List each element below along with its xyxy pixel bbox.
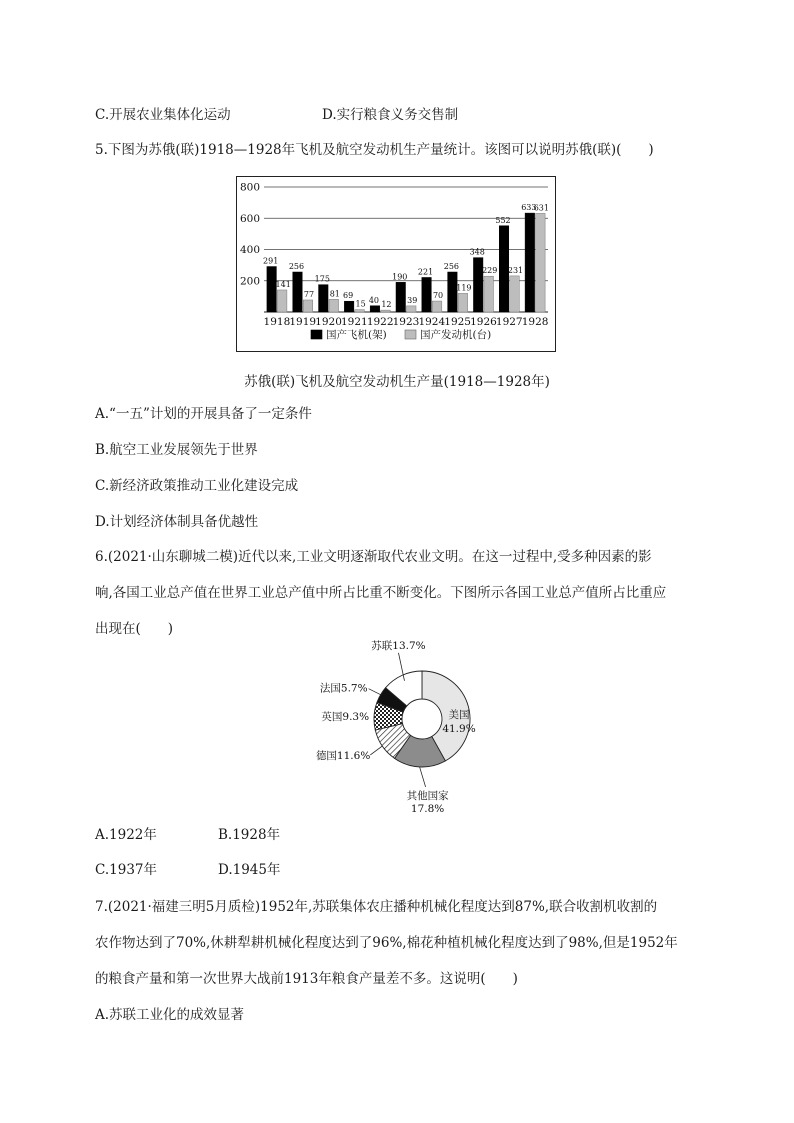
legend-swatch [405,330,416,339]
bar-value-label: 12 [381,300,392,310]
q6-option-d: D.1945年 [218,862,281,878]
bar-value-label: 15 [355,299,366,309]
bar-value-label: 348 [469,247,485,257]
y-tick-label: 200 [239,275,260,288]
y-tick-label: 800 [239,181,260,194]
legend-label: 国产发动机(台) [420,329,492,341]
x-tick-label: 1922 [366,316,394,328]
bar-value-label: 190 [392,272,408,282]
bar-engine [407,306,417,312]
pie-label-usa: 美国 [448,709,470,721]
bar-value-label: 39 [407,295,418,305]
bar-aircraft [344,301,354,312]
bar-value-label: 291 [263,256,279,266]
bar-aircraft [293,272,303,312]
q5-option-b: B.航空工业发展领先于世界 [95,442,258,458]
bar-aircraft [422,277,432,312]
q7-stem-line-3: 的粮食产量和第一次世界大战前1913年粮食产量差不多。这说明( ) [95,971,518,987]
bar-aircraft [396,282,406,312]
pie-label-others: 其他国家 [406,789,449,802]
pie-leader-others [420,767,426,787]
bar-engine [381,310,391,312]
bar-engine [355,310,365,312]
x-tick-label: 1928 [521,316,549,328]
x-tick-label: 1921 [340,316,368,328]
x-tick-label: 1918 [263,316,291,328]
bar-engine [458,293,468,312]
y-tick-label: 600 [239,212,260,225]
bar-aircraft [525,213,535,312]
bar-value-label: 231 [507,265,524,275]
q7-stem-line-2: 农作物达到了70%,休耕犁耕机械化程度达到了96%,棉花种植机械化程度达到了98%,但是1952年 [95,935,678,951]
y-tick-label: 400 [239,244,260,256]
bar-value-label: 69 [343,291,354,301]
q6-stem-line-1: 6.(2021·山东聊城二模)近代以来,工业文明逐渐取代农业文明。在这一过程中,受多种因素的影 [95,549,652,565]
bar-aircraft [267,267,277,312]
q5-stem: 5.下图为苏俄(联)1918—1928年飞机及航空发动机生产量统计。该图可以说明苏俄(联)( ) [95,142,654,158]
pie-label-usa-value: 41.9% [442,723,476,735]
bar-engine [432,301,442,312]
q4-option-d: D.实行粮食义务交售制 [322,107,459,123]
q6-stem-line-2: 响,各国工业总产值在世界工业总产值中所占比重不断变化。下图所示各国工业总产值所占比重应 [95,585,667,601]
q6-stem-line-3: 出现在( ) [95,621,174,637]
bar-value-label: 552 [495,215,511,225]
x-tick-label: 1920 [315,316,342,328]
q5-option-c: C.新经济政策推动工业化建设完成 [95,478,299,494]
bar-value-label: 70 [432,291,444,301]
x-tick-label: 1926 [470,316,497,328]
q4-option-c: C.开展农业集体化运动 [95,107,231,123]
q6-option-b: B.1928年 [218,827,281,843]
q5-option-d: D.计划经济体制具备优越性 [95,514,259,530]
bar-engine [484,276,494,312]
bar-value-label: 631 [533,203,549,213]
bar-value-label: 77 [303,289,315,299]
bar-value-label: 256 [288,262,305,271]
x-tick-label: 1924 [418,316,446,328]
q6-option-c: C.1937年 [95,862,157,878]
pie-label-france: 法国5.7% [319,682,368,695]
bar-value-label: 119 [456,283,472,293]
bar-value-label: 141 [275,279,291,289]
x-tick-label: 1923 [392,316,420,328]
bar-aircraft [370,306,380,312]
pie-label-uk: 英国9.3% [321,711,370,724]
bar-value-label: 256 [443,262,460,271]
bar-value-label: 81 [329,289,340,299]
pie-label-germany: 德国11.6% [315,749,371,762]
q7-stem-line-1: 7.(2021·福建三明5月质检)1952年,苏联集体农庄播种机械化程度达到87%,联合收割机收割的 [95,899,658,915]
bar-aircraft [319,285,329,312]
legend-swatch [311,330,322,339]
bar-chart-caption: 苏俄(联)飞机及航空发动机生产量(1918—1928年) [244,374,550,390]
bar-value-label: 221 [417,267,434,277]
q6-option-a: A.1922年 [95,827,157,843]
x-tick-label: 1919 [289,316,317,328]
pie-label-ussr: 苏联13.7% [371,639,426,652]
bar-chart [236,176,556,352]
bar-value-label: 633 [521,203,537,213]
pie-leader-germany [370,746,382,755]
pie-label-others-value: 17.8% [410,802,445,815]
x-tick-label: 1927 [495,316,523,328]
q5-option-a: A.“一五”计划的开展具备了一定条件 [95,406,312,422]
bar-value-label: 175 [314,274,330,284]
legend-label: 国产飞机(架) [326,329,387,341]
q7-option-a: A.苏联工业化的成效显著 [95,1007,245,1023]
x-tick-label: 1925 [444,316,472,328]
bar-engine [536,213,546,312]
bar-engine [510,276,519,312]
bar-value-label: 229 [482,266,498,276]
pie-chart [300,639,510,816]
bar-engine [329,299,339,312]
bar-engine [277,290,287,312]
bar-engine [303,300,313,312]
pie-leader-france [369,689,381,695]
bar-value-label: 40 [368,295,380,305]
